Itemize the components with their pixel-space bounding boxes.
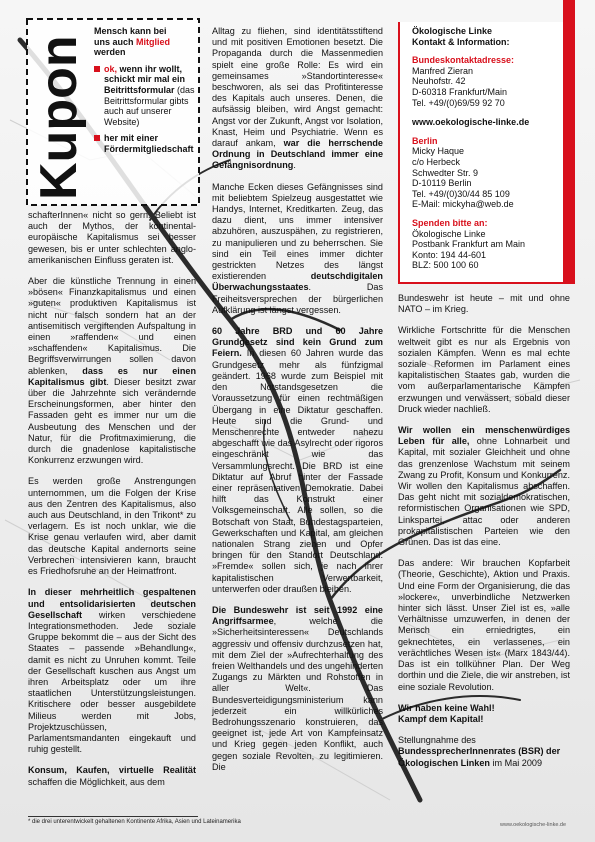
spenden-heading: Spenden bitte an:	[412, 217, 488, 228]
signature	[398, 735, 570, 769]
berlin-address	[412, 146, 574, 210]
address-line: D-60318 Frankfurt/Main	[412, 86, 508, 97]
paragraph-text: wirken verschiedene Integrationsmethoden. Jede soziale Gruppe bekommt die – aus der Sicht des Staates – passende »Behandlung«, damit es nicht zu Unruhen kommt. Teile der Gesellschaft kuschen aus Angst um ihren Arbeitsplatz oder um ihre staatlichen Unterstützungsleistungen. Kritischere oder besser ausgebildete Milieus werden mit Jobs, Projektzuschüssen, Parlamentsmandanten eingekauft und ruhig gestellt.	[28, 609, 196, 755]
kupon-intro-line3: werden	[94, 47, 126, 58]
slogan-line: Kampf dem Kapital!	[398, 713, 484, 724]
address-line: Manfred Zieran	[412, 65, 474, 76]
kupon-option1-note: (das Beitrittsformular gibts auch auf unserer Website)	[104, 84, 195, 127]
red-accent-strip	[563, 0, 575, 284]
kupon-intro	[94, 26, 198, 58]
paragraph-emphasis: deutschdigitalen Überwachungsstaates	[212, 271, 383, 293]
paragraph-text: schaffen die Möglichkeit, aus dem	[28, 776, 165, 787]
paragraph	[212, 326, 383, 595]
paragraph-text: Alltag zu fliehen, sind identitätsstiftend und mit positiven Emotionen besetzt. Die Propaganda durch die Massenmedien spielt eine große Rolle: Es wird ein gemeinsames »Standortinteresse« beschworen, als sei das Profitinteresse des Kapitals auch unseres. Denen, die aufsässig bleiben, wird Angst gemacht: Angst vor der Zukunft, Angst vor Isolation, Knast, Heim und Psychiatrie. Wenn es darauf ankam,	[212, 26, 383, 149]
paragraph: Wirkliche Fortschritte für die Menschen weltweit gibt es nur als Ergebnis von sozialen Kämpfen. Wenn es mal echte soziale Reformen im Parlament eines kapitalistischen Staates gab, wurden die vom außerparlamentarische Kämpfen erzwungen und verwässert, sobald dieser Druck wieder nachließ.	[398, 325, 570, 414]
bundeskontakt-address	[412, 66, 574, 108]
paragraph	[212, 182, 383, 316]
kupon-option2-text: her mit einer Fördermitgliedschaft	[104, 133, 194, 154]
checkbox-square-icon[interactable]	[94, 135, 100, 141]
slogan-line: Wir haben keine Wahl!	[398, 702, 495, 713]
paragraph: Das andere: Wir brauchen Kopfarbeit (Theorie, Geschichte), Aktion und Praxis. Und eine Form der Organisierung, die das »lockere«, unverbindliche Netzwerken hinter sich lässt. Unser Ziel ist es, »alle Verhältnisse umzuwerfen, in denen der Mensch ein erniedrigtes, ein geknechtetes, ein verlassenes, ein verächtliches Wesen ist« (Marx 1843/44). Das ist ein tollkühner Plan. Der Weg dorthin und die Ziele, die wir anstreben, ist eine soziale Revolution.	[398, 558, 570, 692]
paragraph-emphasis: 60 Jahre BRD und 60 Jahre Grundgesetz sind kein Grund zum Feiern.	[212, 326, 383, 359]
website-link[interactable]: www.oekologische-linke.de	[412, 117, 530, 128]
kupon-option1-text: wenn ihr wollt, schickt mir mal ein Beitrittsformular	[104, 63, 186, 95]
paragraph-text: ohne Lohnarbeit und Kapital, mit sozialer Gleichheit und ohne das grenzenlose Wachstum mit seinem Zwang zu Profit, Konsum und Konkurrenz. Wir wollen den Kapitalismus abschaffen. Das geht nicht mit sozialdemokratischen, reformistischen Organisationen wie SPD, Linkspartei, attac oder anderen prokapitalistischen Parteien wie den Grünen. Das ist das eine.	[398, 436, 570, 548]
bank-line: Ökologische Linke	[412, 228, 486, 239]
spenden-details	[412, 229, 574, 271]
paragraph	[28, 276, 196, 466]
address-line: Schwedter Str. 9	[412, 167, 479, 178]
paragraph	[212, 26, 383, 172]
paragraph: Bundeswehr ist heute – mit und ohne NATO – im Krieg.	[398, 293, 570, 315]
text-column-3	[398, 293, 570, 779]
bank-line: BLZ: 500 100 60	[412, 260, 479, 271]
kupon-option-foerdermitgliedschaft[interactable]	[94, 133, 198, 154]
paragraph-emphasis: dass es nur einen Kapitalismus gibt	[28, 365, 197, 387]
paragraph-emphasis: In dieser mehrheitlich gespaltenen und entsolidarisierten deutschen Gesellschaft	[28, 587, 196, 620]
contact-box	[398, 22, 574, 284]
paragraph	[28, 587, 196, 755]
paragraph-text: . Dieser besitzt zwar über die Jahrzehnte sich verändernde Erscheinungsformen, aber hinter den Fassaden geht es immer nur um die Ausbeutung des Menschen und der Natur, für die Profitmaximierung, die durch die gnadenlose kapitalistische Konkurrenz erzwungen wird.	[28, 376, 196, 466]
bundeskontakt-heading: Bundeskontaktadresse:	[412, 55, 515, 66]
kupon-word: Kupon	[30, 35, 86, 200]
contact-title1: Ökologische Linke	[412, 26, 493, 36]
footnote: * die drei unterentwickelt gehaltenen Kontinente Afrika, Asien und Lateinamerika	[28, 819, 241, 825]
footnote-rule	[28, 816, 198, 817]
bank-line: Konto: 194 44-601	[412, 249, 487, 260]
paragraph	[28, 765, 196, 787]
kupon-heading	[26, 22, 86, 204]
paragraph: Es werden große Anstrengungen unternommen, um die Folgen der Krise aus den Zentren des Kapitalismus, also auch aus Deutschland, in den Trikont* zu verlagern. Es ist noch unklar, wie die Krise genau verlaufen wird, aber damit das deutsche Kapital andernorts seine Verbrechen intensivieren kann, braucht es Friedhofsruhe an der Heimatfront.	[28, 476, 196, 577]
signature-text: Stellungnahme des	[398, 735, 476, 746]
berlin-heading: Berlin	[412, 135, 438, 146]
paragraph-text: Manche Ecken dieses Gefängnisses sind mit beliebtem Spielzeug ausgestattet wie Handys, Internet, Kreditkarten. Zeug, das dazu dient, uns immer intensiver abzuhören, auszuspähen, zu registrieren, zu manipulieren und zu beherrschen. Sie sind ein Teil eines immer dichter gestrickten Netzes des längst existierenden	[212, 181, 383, 282]
kupon-intro-line2: uns auch	[94, 36, 137, 47]
text-column-1	[28, 210, 196, 798]
address-line: c/o Herbeck	[412, 156, 461, 167]
address-line: Neuhofstr. 42	[412, 76, 466, 87]
paragraph	[212, 605, 383, 773]
kupon-mitglied-highlight: Mitglied	[136, 36, 171, 47]
signature-text: im Mai 2009	[489, 757, 543, 768]
paragraph-text: In diesen 60 Jahren wurde das Grundgesetz mehr als fünfzigmal geändert. 1968 wurde zum Beispiel mit den Notstandsgesetzen die Voraussetzung für einen rechtmäßigen Übergang in eine Diktatur geschaffen. Heute sind die Grund- und Menschenrechte entweder nahezu abgeschafft wie das Asylrecht oder rigoros eingeschränkt wie das Versammlungsrecht. Die BRD ist eine Diktatur auf Abruf hinter der Fassade einer repräsentativen Demokratie. Dabei hilft das Konstrukt einer Volksgemeinschaft. Alle sollen, so die Botschaft von Staat, Bundestagsparteien, Gewerkschaften und Kapital, am gleichen nationalen Strang ziehen und Opfer bringen für den Standort Deutschland. »Fremde« sollen sich, je nach ihrer kapitalistischen Verwertbarkeit, unterwerfen oder draußen bleiben.	[212, 348, 383, 594]
bank-line: Postbank Frankfurt am Main	[412, 239, 526, 250]
signature-emphasis: BundessprecherInnenrates (BSR) der Ökologischen Linken	[398, 746, 561, 768]
kupon-form	[94, 26, 198, 155]
kupon-intro-line1: Mensch kann bei	[94, 26, 167, 36]
paragraph-emphasis: Konsum, Kaufen, virtuelle Realität	[28, 765, 196, 776]
paragraph-text: Aber die künstliche Trennung in einen »bösen« Finanzkapitalismus und einen »guten« produktiven Kapitalismus ist nicht nur falsch sondern hat an der antisemitisch vergiftenden Aufspaltung in einen »raffenden« und einen »schaffenden« Kapitalismus. Die Begriffsverwirrungen sollen davon ablenken,	[28, 276, 196, 376]
contact-title2: Kontakt & Information:	[412, 36, 510, 47]
paragraph-text: , welche die »Sicherheitsinteressen« Deutschlands aggressiv und offensiv durchzusetzen hat, mit dem Ziel der »Aufrechterhaltung des freien Welthandels und des ungehinderten Zugangs zu Märkten und Rohstoffen in aller Welt«. Das Bundesverteidigungsministerium kann jederzeit ein willkürliches Bedrohungsszenario konstruieren, das geeignet ist, jede Art von Kampfeinsatz und Krieg gegen jeden Konflikt, auch gegen soziale Revolten, zu legitimieren. Die	[212, 616, 383, 772]
address-line: D-10119 Berlin	[412, 178, 472, 189]
email-link[interactable]: E-Mail: mickyha@web.de	[412, 199, 514, 210]
paragraph-emphasis: Die Bundeswehr ist seit 1992 eine Angriffsarmee	[212, 604, 383, 627]
paragraph-text: .	[293, 160, 296, 171]
footer-url[interactable]: www.oekologische-linke.de	[500, 822, 567, 828]
kupon-option-beitrittsformular[interactable]	[94, 64, 198, 128]
paragraph-emphasis: war die herrschende Ordnung in Deutschland immer eine Gefängnisordnung	[212, 138, 383, 171]
paragraph	[398, 425, 570, 548]
paragraph: schafterInnen« nicht so gern. Beliebt ist auch der Mythos, der kontinental-europäische Kapitalismus sei besser gewesen, bis er unter schlechten anglo-amerikanischen Einfluss geraten ist.	[28, 210, 196, 265]
checkbox-square-icon[interactable]	[94, 66, 100, 72]
paragraph-text: . Das Freiheitsversprechen der bürgerlichen Aufklärung ist längst vergessen.	[212, 282, 383, 315]
address-line: Micky Haque	[412, 146, 465, 157]
paragraph-emphasis: Wir wollen ein menschenwürdiges Leben für alle,	[398, 425, 570, 447]
kupon-option1-ok: ok,	[104, 63, 118, 74]
slogan	[398, 703, 570, 725]
text-column-2	[212, 26, 383, 783]
address-line: Tel. +49/(0)69/59 92 70	[412, 97, 505, 108]
address-line: Tel. +49/(0)30/44 85 109	[412, 188, 510, 199]
